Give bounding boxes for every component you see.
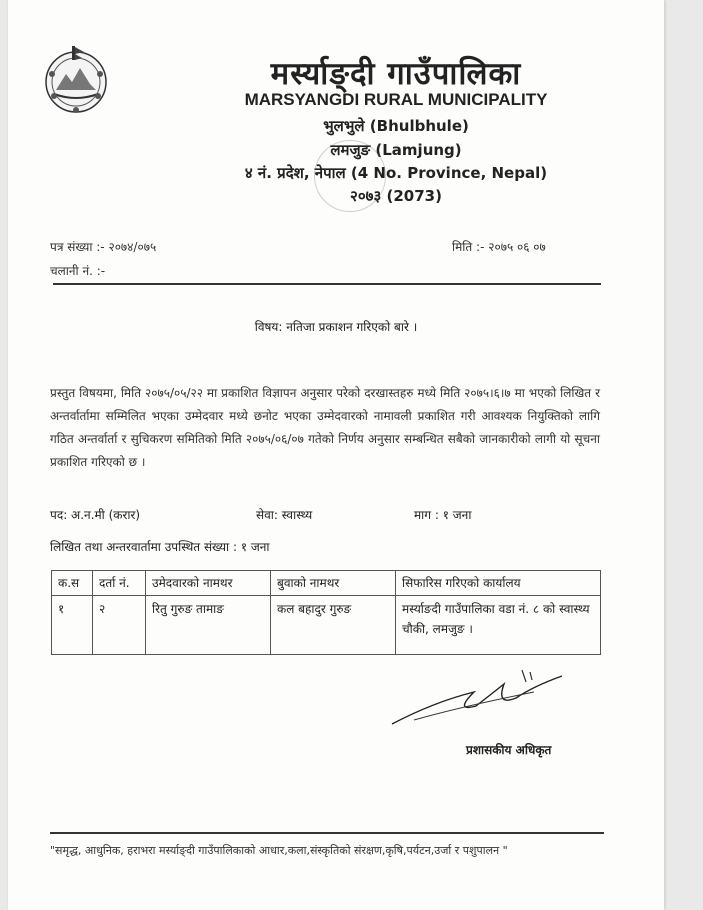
letter-body: प्रस्तुत विषयमा, मिति २०७५/०५/२२ मा प्रकाशित विज्ञापन अनुसार परेको दरखास्तहरु मध्ये मिति २०७५।६।७ मा भएको लिखित र अन्तर्वार्तामा सम्मिलित भएका उम्मेदवार मध्ये छनोट भएका उम्मेदवारको नामावली प्रकाशित गरी आवश्यक नियुक्तिको लागि गठित अन्तर्वार्ता र सुचिकरण समितिको मिति २०७५/०६/०७ गतेको निर्णय अनुसार सम्बन्धित सबैको जानकारीको लागी यो सूचना प्रकाशित गरिएको छ ।: [50, 386, 600, 469]
column-header: सिफारिस गरिएको कार्यालय: [396, 571, 601, 596]
established-year: २०७३ (2073): [350, 187, 442, 205]
service-label: सेवा: स्वास्थ्य: [256, 508, 313, 522]
column-header: दर्ता नं.: [93, 571, 146, 596]
present-count: लिखित तथा अन्तरवार्तामा उपस्थित संख्या : १ जना: [50, 540, 270, 554]
handwritten-signature: [384, 662, 574, 732]
table-cell: कल बहादुर गुरुङ: [271, 596, 396, 655]
footer-motto: "समृद्ध, आधुनिक, हराभरा मर्स्याङ्दी गाउँपालिकाको आधार,कला,संस्कृतिको संरक्षण,कृषि,पर्यटन,उर्जा र पशुपालन ": [50, 844, 508, 857]
officer-title: प्रशासकीय अधिकृत: [466, 743, 552, 757]
dispatch-number: चलानी नं. :-: [50, 264, 106, 278]
column-header: क.स: [52, 571, 93, 596]
table-header-row: [52, 571, 601, 596]
table-cell: रितु गुरुङ तामाङ: [146, 596, 271, 655]
table-cell: मर्स्याङदी गाउँपालिका वडा नं. ८ को स्वास्थ्य चौकी, लमजुङ ।: [396, 596, 601, 655]
municipality-title-nepali: मर्स्याङ्दी गाउँपालिका: [270, 56, 522, 92]
faint-seal-stamp: [314, 140, 386, 212]
post-label: पद: अ.न.मी (करार): [50, 508, 141, 522]
address-province: ४ नं. प्रदेश, नेपाल (4 No. Province, Nepal): [244, 164, 548, 182]
column-header: उमेदवारको नामथर: [146, 571, 271, 596]
table-cell: १: [52, 596, 93, 655]
letter-date: मिति :- २०७५ ०६ ०७: [452, 240, 546, 254]
demand-label: माग : १ जना: [414, 508, 472, 522]
table-cell: २: [93, 596, 146, 655]
header-divider: [53, 283, 601, 285]
address-district: लमजुङ (Lamjung): [330, 141, 462, 159]
letter-number: पत्र संख्या :- २०७४/०७५: [50, 240, 157, 254]
address-ward: भुलभुले (Bhulbhule): [323, 117, 469, 135]
table-row: [52, 596, 601, 655]
footer-divider: [50, 832, 604, 834]
municipality-title-english: MARSYANGDI RURAL MUNICIPALITY: [244, 90, 548, 109]
letter-subject: विषय: नतिजा प्रकाशन गरिएको बारे ।: [254, 320, 418, 334]
letter-page: [8, 0, 664, 910]
result-table: [51, 570, 601, 655]
column-header: बुवाको नामथर: [271, 571, 396, 596]
